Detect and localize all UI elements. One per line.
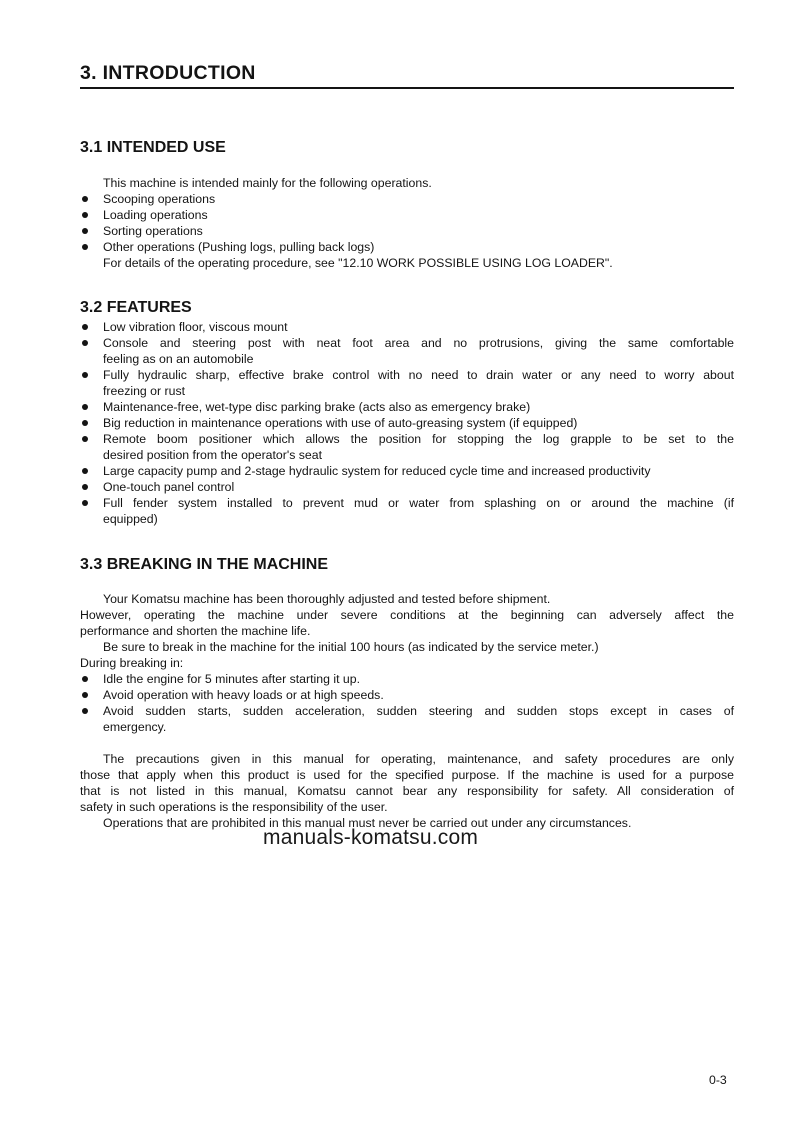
feature-item-continued: feeling as on an automobile <box>103 352 254 366</box>
paragraph-line: However, operating the machine under severe conditions at the beginning can adversely affect the <box>80 608 734 622</box>
break-in-item: Avoid operation with heavy loads or at high speeds. <box>103 688 384 702</box>
bullet-icon <box>82 212 88 218</box>
intended-use-item: Scooping operations <box>103 192 216 206</box>
bullet-icon <box>82 420 88 426</box>
bullet-icon <box>82 372 88 378</box>
title-underline <box>80 87 734 89</box>
bullet-icon <box>82 468 88 474</box>
bullet-icon <box>82 676 88 682</box>
watermark: manuals-komatsu.com <box>263 826 479 849</box>
feature-item: One-touch panel control <box>103 480 235 494</box>
section-3-1-intro: This machine is intended mainly for the following operations. <box>103 176 432 190</box>
page-number: 0-3 <box>709 1073 727 1087</box>
break-in-item-continued: emergency. <box>103 720 167 734</box>
paragraph-line: performance and shorten the machine life. <box>80 624 311 638</box>
bullet-icon <box>82 340 88 346</box>
paragraph-line: Operations that are prohibited in this manual must never be carried out under any circumstances. <box>103 816 632 830</box>
paragraph-line: Be sure to break in the machine for the initial 100 hours (as indicated by the service meter.) <box>103 640 599 654</box>
feature-item: Low vibration floor, viscous mount <box>103 320 288 334</box>
intended-use-item: Loading operations <box>103 208 208 222</box>
bullet-icon <box>82 404 88 410</box>
page-title: 3. INTRODUCTION <box>80 62 256 84</box>
paragraph-line: Your Komatsu machine has been thoroughly adjusted and tested before shipment. <box>103 592 551 606</box>
bullet-icon <box>82 324 88 330</box>
bullet-icon <box>82 484 88 490</box>
feature-item: Maintenance-free, wet-type disc parking brake (acts also as emergency brake) <box>103 400 531 414</box>
feature-item: Fully hydraulic sharp, effective brake control with no need to drain water or any need to worry about <box>103 368 734 382</box>
bullet-icon <box>82 228 88 234</box>
paragraph-line: those that apply when this product is used for the specified purpose. If the machine is used for a purpose <box>80 768 734 782</box>
feature-item: Remote boom positioner which allows the position for stopping the log grapple to be set to the <box>103 432 734 446</box>
intended-use-item: Sorting operations <box>103 224 203 238</box>
bullet-icon <box>82 244 88 250</box>
feature-item-continued: desired position from the operator's seat <box>103 448 323 462</box>
intended-use-item: Other operations (Pushing logs, pulling back logs) <box>103 240 375 254</box>
feature-item: Console and steering post with neat foot area and no protrusions, giving the same comfortable <box>103 336 734 350</box>
bullet-icon <box>82 500 88 506</box>
bullet-icon <box>82 708 88 714</box>
paragraph-line: The precautions given in this manual for operating, maintenance, and safety procedures are only <box>103 752 734 766</box>
paragraph-line: During breaking in: <box>80 656 184 670</box>
paragraph-line: safety in such operations is the responsibility of the user. <box>80 800 388 814</box>
break-in-item: Idle the engine for 5 minutes after starting it up. <box>103 672 361 686</box>
feature-item: Full fender system installed to prevent mud or water from splashing on or around the machine (if <box>103 496 734 510</box>
bullet-icon <box>82 196 88 202</box>
feature-item-continued: freezing or rust <box>103 384 186 398</box>
feature-item-continued: equipped) <box>103 512 158 526</box>
break-in-item: Avoid sudden starts, sudden acceleration, sudden steering and sudden stops except in cases of <box>103 704 734 718</box>
paragraph-line: that is not listed in this manual, Komatsu cannot bear any responsibility for safety. All consideration of <box>80 784 734 798</box>
section-3-3-title: 3.3 BREAKING IN THE MACHINE <box>80 556 329 573</box>
section-3-1-title: 3.1 INTENDED USE <box>80 139 226 156</box>
bullet-icon <box>82 692 88 698</box>
feature-item: Large capacity pump and 2-stage hydraulic system for reduced cycle time and increased productivity <box>103 464 651 478</box>
bullet-icon <box>82 436 88 442</box>
feature-item: Big reduction in maintenance operations with use of auto-greasing system (if equipped) <box>103 416 578 430</box>
section-3-1-note: For details of the operating procedure, see "12.10 WORK POSSIBLE USING LOG LOADER". <box>103 256 613 270</box>
section-3-2-title: 3.2 FEATURES <box>80 299 192 316</box>
